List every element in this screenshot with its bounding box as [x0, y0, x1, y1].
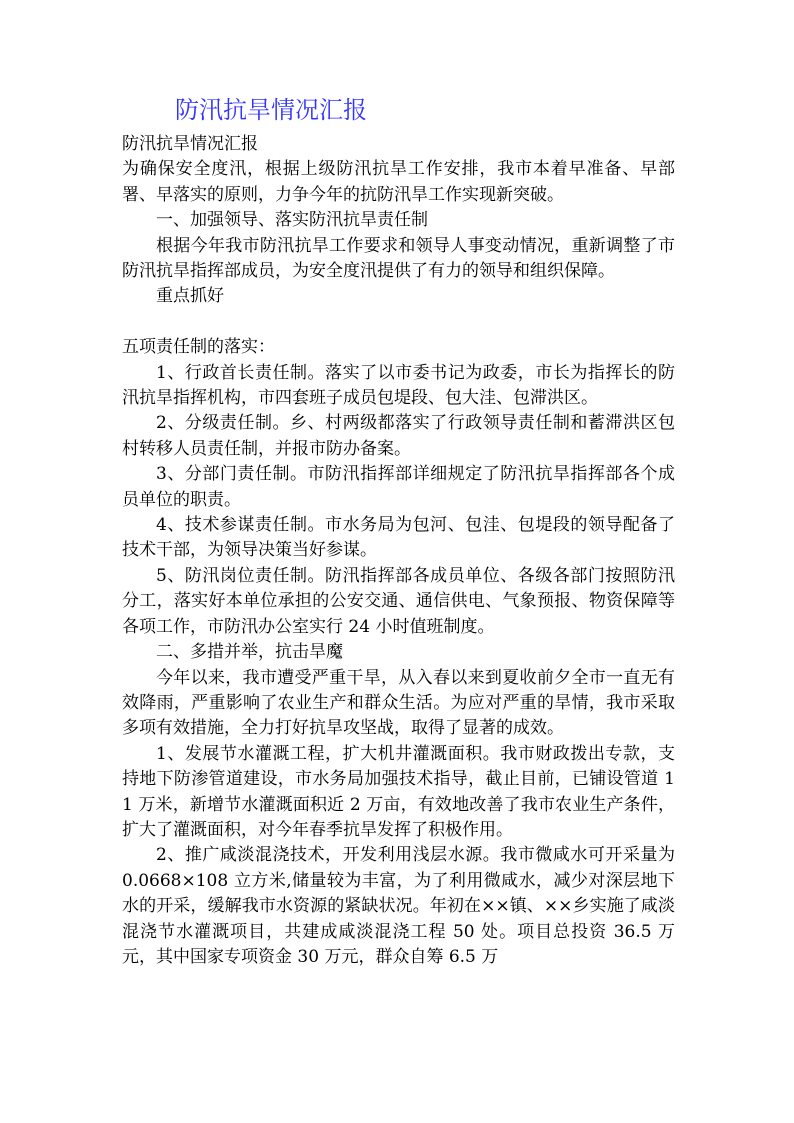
section-heading-1: 一、加强领导、落实防汛抗旱责任制	[156, 210, 428, 231]
blank-line	[122, 310, 675, 335]
list-item: 4、技术参谋责任制。市水务局为包河、包洼、包堤段的领导配备了技术干部，为领导决策当好参谋。	[122, 515, 675, 561]
intro-paragraph: 为确保安全度汛，根据上级防汛抗旱工作安排，我市本着早准备、早部署、早落实的原则，力争今年的抗防汛旱工作实现新突破。	[122, 159, 675, 205]
list-item: 5、防汛岗位责任制。防汛指挥部各成员单位、各级各部门按照防汛分工，落实好本单位承担的公安交通、通信供电、气象预报、物资保障等各项工作，市防汛办公室实行 24 小时值班制度。	[122, 565, 675, 637]
list-item: 3、分部门责任制。市防汛指挥部详细规定了防汛抗旱指挥部各个成员单位的职责。	[122, 464, 675, 510]
paragraph: 五项责任制的落实：	[122, 337, 275, 358]
list-item: 1、发展节水灌溉工程，扩大机井灌溉面积。我市财政拨出专款，支持地下防渗管道建设，市水务局加强技术指导，截止目前，已铺设管道 11 万米，新增节水灌溉面积近 2 万亩，有效地改善了我市农业生产条件，扩大了灌溉面积，对今年春季抗旱发挥了积极作用。	[122, 743, 675, 840]
paragraph: 重点抓好	[156, 286, 224, 307]
list-item: 1、行政首长责任制。落实了以市委书记为政委，市长为指挥长的防汛抗旱指挥机构，市四套班子成员包堤段、包大洼、包滞洪区。	[122, 362, 675, 409]
paragraph: 根据今年我市防汛抗旱工作要求和领导人事变动情况，重新调整了市防汛抗旱指挥部成员，为安全度汛提供了有力的领导和组织保障。	[122, 235, 675, 282]
document-subtitle: 防汛抗旱情况汇报	[122, 134, 258, 154]
document-title: 防汛抗旱情况汇报	[175, 96, 367, 124]
list-item: 2、分级责任制。乡、村两级都落实了行政领导责任制和蓄滞洪区包村转移人员责任制，并报市防办备案。	[122, 413, 675, 459]
document-body	[122, 132, 675, 970]
paragraph: 今年以来，我市遭受严重干旱，从入春以来到夏收前夕全市一直无有效降雨，严重影响了农业生产和群众生活。为应对严重的旱情，我市采取多项有效措施，全力打好抗旱攻坚战，取得了显著的成效。	[122, 667, 675, 739]
list-item: 2、推广咸淡混浇技术，开发利用浅层水源。我市微咸水可开采量为 0.0668×108 立方米,储量较为丰富，为了利用微咸水，减少对深层地下水的开采，缓解我市水资源的紧缺状况。年初在××镇、××乡实施了咸淡混浇节水灌溉项目，共建成咸淡混浇工程 50 处。项目总投资 36.5 万元，其中国家专项资金 30 万元，群众自筹 6.5 万	[122, 845, 675, 967]
section-heading-2: 二、多措并举，抗击旱魔	[156, 642, 343, 663]
